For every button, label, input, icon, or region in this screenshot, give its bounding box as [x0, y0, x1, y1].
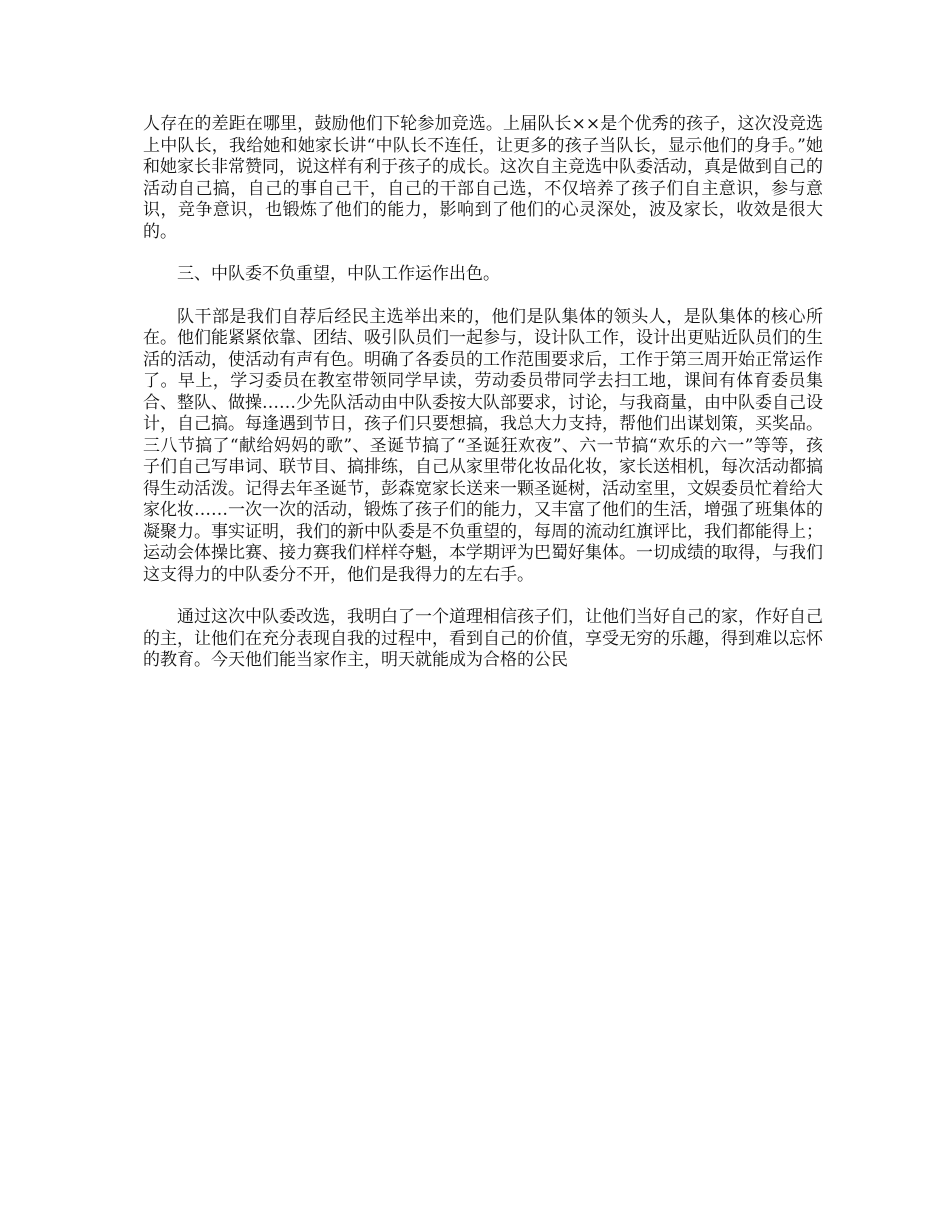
section-heading: 三、中队委不负重望，中队工作运作出色。: [177, 264, 500, 284]
paragraph-conclusion: 通过这次中队委改选，我明白了一个道理相信孩子们，让他们当好自己的家，作好自己的主，让他们在充分表现自我的过程中，看到自己的价值，享受无穷的乐趣，得到难以忘怀的教育。今天他们能当家作主，明天就能成为合格的公民: [143, 607, 823, 670]
paragraph-continuation: 人存在的差距在哪里，鼓励他们下轮参加竞选。上届队长××是个优秀的孩子，这次没竞选上中队长，我给她和她家长讲“中队长不连任，让更多的孩子当队长，显示他们的身手。”她和她家长非常赞同，说这样有利于孩子的成长。这次自主竞选中队委活动，真是做到自己的活动自己搞，自己的事自己干，自己的干部自己选，不仅培养了孩子们自主意识，参与意识，竞争意识，也锻炼了他们的能力，影响到了他们的心灵深处，波及家长，收效是很大的。: [143, 114, 823, 242]
paragraph-committee-work: 队干部是我们自荐后经民主选举出来的，他们是队集体的领头人，是队集体的核心所在。他们能紧紧依靠、团结、吸引队员们一起参与，设计队工作，设计出更贴近队员们的生活的活动，使活动有声有色。明确了各委员的工作范围要求后，工作于第三周开始正常运作了。早上，学习委员在教室带领同学早读，劳动委员带同学去扫工地，课间有体育委员集合、整队、做操……少先队活动由中队委按大队部要求，讨论，与我商量，由中队委自己设计，自己搞。每逢遇到节日，孩子们只要想搞，我总大力支持，帮他们出谋划策，买奖品。三八节搞了“献给妈妈的歌”、圣诞节搞了“圣诞狂欢夜”、六一节搞“欢乐的六一”等等，孩子们自己写串词、联节目、搞排练，自己从家里带化妆品化妆，家长送相机，每次活动都搞得生动活泼。记得去年圣诞节，彭森宽家长送来一颗圣诞树，活动室里，文娱委员忙着给大家化妆……一次一次的活动，锻炼了孩子们的能力，又丰富了他们的生活，增强了班集体的凝聚力。事实证明，我们的新中队委是不负重望的，每周的流动红旗评比，我们都能得上；运动会体操比赛、接力赛我们样样夺魁，本学期评为巴蜀好集体。一切成绩的取得，与我们这支得力的中队委分不开，他们是我得力的左右手。: [143, 306, 823, 585]
document-body: [143, 114, 823, 693]
